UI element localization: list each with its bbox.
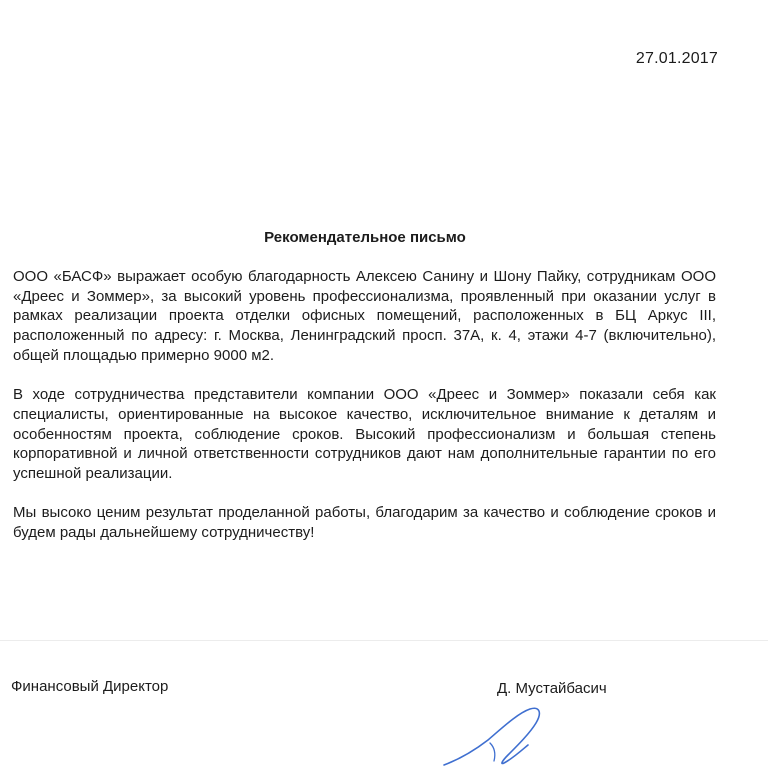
handwritten-signature xyxy=(430,695,610,767)
signature-stroke xyxy=(444,708,539,765)
letter-title: Рекомендательное письмо xyxy=(264,229,466,246)
signatory-position: Финансовый Директор xyxy=(11,678,169,695)
signatory-name: Д. Мустайбасич xyxy=(497,680,607,697)
signature-stroke-2 xyxy=(490,743,495,761)
paragraph-3: Мы высоко ценим результат проделанной работы, благодарим за качество и соблюдение сроков и будем рады дальнейшему сотрудничеству! xyxy=(13,504,716,542)
page-divider xyxy=(0,640,768,641)
letter-body xyxy=(13,267,716,563)
paragraph-1: ООО «БАСФ» выражает особую благодарность Алексею Санину и Шону Пайку, сотрудникам ООО «Дреес и Зоммер», за высокий уровень профессионализма, проявленный при оказании услуг в рамках реализации проекта отделки офисных помещений, расположенных в БЦ Аркус III, расположенный по адресу: г. Москва, Ленинградский просп. 37А, к. 4, этажи 4-7 (включительно), общей площадью примерно 9000 м2. xyxy=(13,268,716,364)
letter-date: 27.01.2017 xyxy=(635,50,718,67)
paragraph-2: В ходе сотрудничества представители компании ООО «Дреес и Зоммер» показали себя как специалисты, ориентированные на высокое качество, исключительное внимание к деталям и особенностям проекта, соблюдение сроков. Высокий профессионализм и большая степень корпоративной и личной ответственности сотрудников дают нам дополнительные гарантии по его успешной реализации. xyxy=(13,386,716,483)
